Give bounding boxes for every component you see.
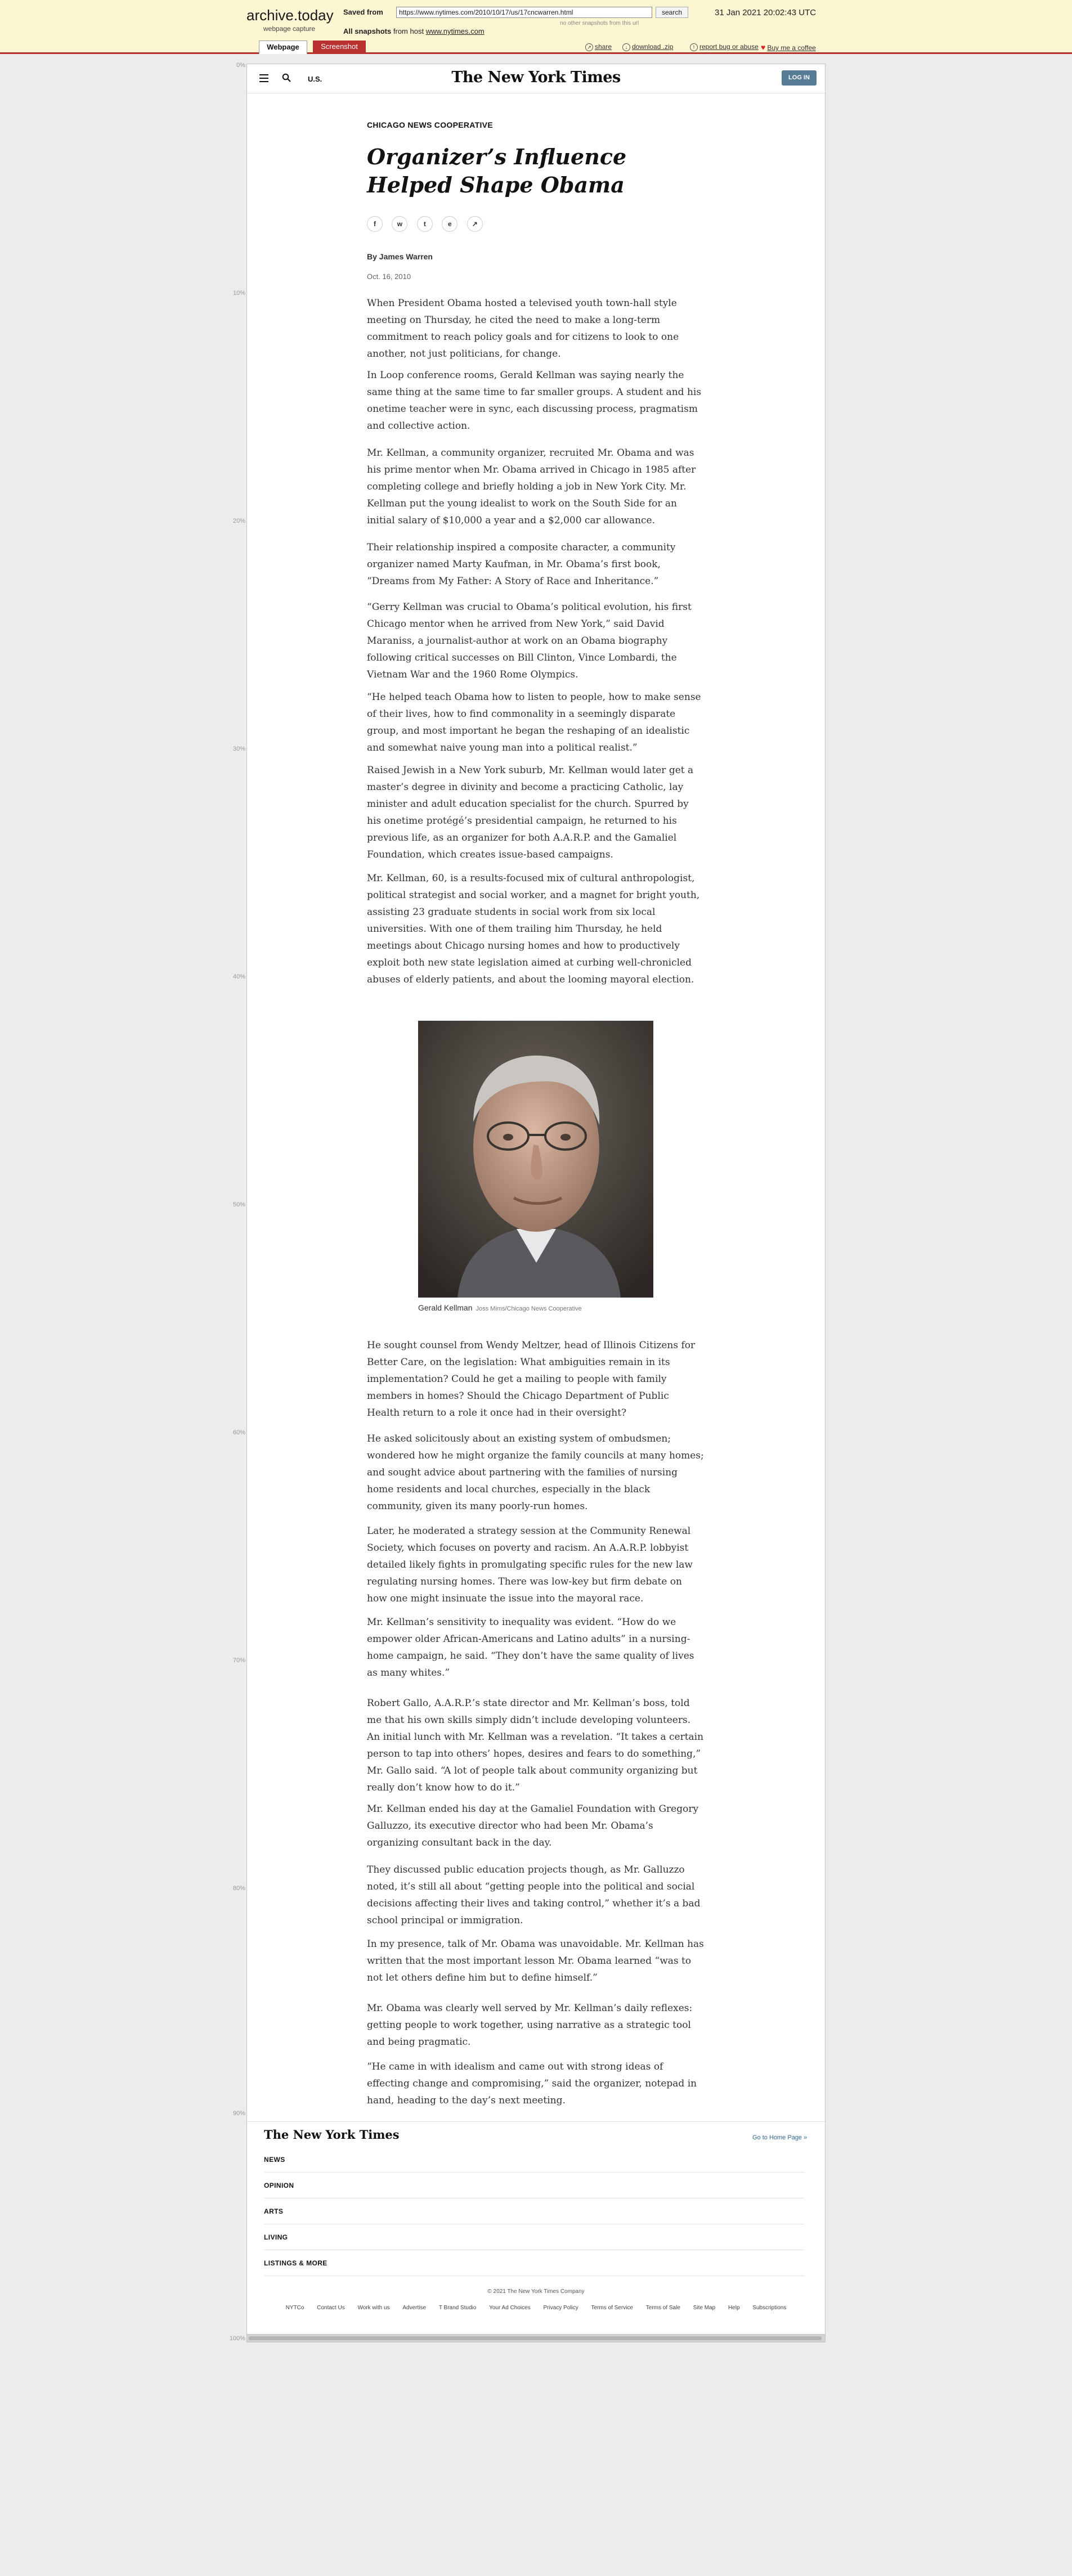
photo-caption-text: Gerald Kellman xyxy=(418,1303,473,1312)
twitter-share-icon[interactable]: t xyxy=(417,216,433,232)
ruler-mark-100: 100% xyxy=(229,2335,245,2342)
ruler-mark-30: 30% xyxy=(232,746,245,752)
article-paragraph: “He came in with idealism and came out with strong ideas of effecting change and compromising,” said the organizer, notepad in hand, heading to the day’s next meeting. xyxy=(367,2061,697,2106)
copyright-notice: © 2021 The New York Times Company xyxy=(487,2288,585,2295)
article-paragraph: “Gerry Kellman was crucial to Obama’s political evolution, his first Chicago mentor when he arrived from New York,” said David Maraniss, a journalist-author at work on an Obama biography following critical successes on Bill Clinton, Vince Lombardi, the Vietnam War and the 1960 Rome Olympics. xyxy=(367,602,692,680)
no-other-snapshots-note: no other snapshots from this url xyxy=(560,20,639,26)
portrait-image xyxy=(418,1021,653,1298)
search-button[interactable]: search xyxy=(656,7,688,18)
ruler-mark-50: 50% xyxy=(232,1201,245,1208)
footer-link-site-map[interactable]: Site Map xyxy=(693,2305,716,2311)
scrollbar-thumb[interactable] xyxy=(249,2336,822,2340)
nyt-header xyxy=(247,64,825,93)
ruler-mark-0: 0% xyxy=(236,62,245,69)
article-paragraph: In Loop conference rooms, Gerald Kellman was saying nearly the same thing at the same time to far smaller groups. A student and his onetime teacher were in sync, each discussing process, pragmatism and collective action. xyxy=(367,370,702,432)
ruler-mark-90: 90% xyxy=(232,2110,245,2117)
article-paragraph: Mr. Obama was clearly well served by Mr. Kellman’s daily reflexes: getting people to work together, using narrative as a strategic tool and being pragmatic. xyxy=(367,2003,693,2048)
more-share-icon[interactable]: ↗ xyxy=(467,216,483,232)
article-paragraph: Their relationship inspired a composite character, a community organizer named Marty Kaufman, in Mr. Obama’s first book, “Dreams from My Father: A Story of Race and Inheritance.” xyxy=(367,542,676,587)
article-byline[interactable]: By James Warren xyxy=(367,252,433,261)
photo-credit: Joss Mims/Chicago News Cooperative xyxy=(476,1305,582,1312)
archive-header-bar xyxy=(0,0,1072,54)
article-paragraph: Mr. Kellman’s sensitivity to inequality was evident. “How do we empower older African-Americans and Latino adults” in a nursing-home campaign, he said. “They don’t have the same quality of lives as many whites.” xyxy=(367,1617,694,1679)
download-icon: ↓ xyxy=(622,43,630,51)
tab-screenshot[interactable]: Screenshot xyxy=(313,41,366,53)
footer-nyt-logo[interactable]: The New York Times xyxy=(264,2128,400,2142)
ruler-mark-10: 10% xyxy=(232,290,245,297)
footer-link-work-with-us[interactable]: Work with us xyxy=(357,2305,390,2311)
article-paragraph: When President Obama hosted a televised youth town-hall style meeting on Thursday, he cited the need to make a long-term commitment to reach policy goals and for citizens to look to one another, not just politicians, for change. xyxy=(367,298,679,360)
login-button[interactable]: LOG IN xyxy=(782,70,817,86)
download-zip-label: download .zip xyxy=(632,43,674,51)
go-to-home-page-link[interactable]: Go to Home Page » xyxy=(752,2134,808,2141)
ruler-mark-20: 20% xyxy=(232,518,245,524)
article-paragraph: Mr. Kellman, a community organizer, recruited Mr. Obama and was his prime mentor when Mr. Obama arrived in Chicago in 1985 after completing college and briefly holding a job in New York City. Mr. Kellman put the young idealist to work on the South Side for an initial salary of $10,000 a year and a $2,000 car allowance. xyxy=(367,447,696,526)
share-icon: ↗ xyxy=(585,43,593,51)
buy-coffee-label: Buy me a coffee xyxy=(767,44,816,52)
section-link-us[interactable]: U.S. xyxy=(308,75,322,83)
footer-section-news[interactable]: NEWS xyxy=(264,2147,804,2173)
footer-links xyxy=(247,2305,825,2311)
footer-section-opinion[interactable]: OPINION xyxy=(264,2173,804,2198)
tab-webpage[interactable]: Webpage xyxy=(259,41,307,54)
capture-date: 31 Jan 2021 20:02:43 UTC xyxy=(715,8,817,17)
saved-url-input[interactable]: https://www.nytimes.com/2010/10/17/us/17cncwarren.html xyxy=(396,7,652,18)
share-tools xyxy=(367,216,490,233)
ruler-mark-40: 40% xyxy=(232,973,245,980)
article-paragraph: He sought counsel from Wendy Meltzer, head of Illinois Citizens for Better Care, on the legislation: What ambiguities remain in its implementation? Could he get a mailing to people with family members in homes? Should the Chicago Department of Public Health return to a role it once had in their oversight? xyxy=(367,1340,696,1419)
footer-link-tbrand[interactable]: T Brand Studio xyxy=(438,2305,477,2311)
footer-link-nytco[interactable]: NYTCo xyxy=(285,2305,304,2311)
nyt-masthead-logo[interactable]: The New York Times xyxy=(451,69,621,86)
article-paragraph: They discussed public education projects though, as Mr. Galluzzo noted, it’s still all about “getting people into the political and social decisions affecting their lives and taking control,” whether it’s a bad school principal or immigration. xyxy=(367,1864,701,1926)
article-paragraph: He asked solicitously about an existing system of ombudsmen; wondered how he might organize the family councils at many homes; and sought advice about partnering with the families of nursing home residents and local churches, especially in the black community, given its many poorly-run homes. xyxy=(367,1433,704,1512)
buy-coffee-action[interactable] xyxy=(761,43,816,52)
footer-link-terms-sale[interactable]: Terms of Sale xyxy=(645,2305,680,2311)
report-bug-label: report bug or abuse xyxy=(699,43,759,51)
facebook-share-icon[interactable]: f xyxy=(367,216,383,232)
email-share-icon[interactable]: e xyxy=(442,216,457,232)
ruler-mark-80: 80% xyxy=(232,1885,245,1892)
article-paragraph: Later, he moderated a strategy session at the Community Renewal Society, which focuses on poverty and racism. An A.A.R.P. lobbyist detailed likely fights in promulgating specific rules for the new law regulating nursing homes. There was low-key but firm debate on how one might insinuate the issue into the mayoral race. xyxy=(367,1525,693,1604)
all-snapshots-host-link[interactable]: www.nytimes.com xyxy=(425,27,485,35)
footer-link-help[interactable]: Help xyxy=(728,2305,740,2311)
heart-icon: ♥ xyxy=(761,43,766,52)
article-paragraph: Mr. Kellman, 60, is a results-focused mix of cultural anthropologist, political strategist and social worker, and a magnet for bright youth, assisting 23 graduate students in social work from six local universities. With one of them trailing him Thursday, he held meetings about Chicago nursing homes and how to productively exploit both new state legislation aimed at curbing well-chronicled abuses of elderly patients, and about the looming mayoral election. xyxy=(367,873,700,985)
article-paragraph: “He helped teach Obama how to listen to people, how to make sense of their lives, how to find commonality in a seemingly disparate group, and most important he began the reshaping of an idealistic and somewhat naive young man into a political realist.” xyxy=(367,692,701,753)
warning-icon: ! xyxy=(690,43,698,51)
report-bug-action[interactable] xyxy=(690,43,759,51)
ruler-mark-70: 70% xyxy=(232,1657,245,1664)
footer-link-privacy[interactable]: Privacy Policy xyxy=(543,2305,578,2311)
footer-section-living[interactable]: LIVING xyxy=(264,2224,804,2250)
footer-section-arts[interactable]: ARTS xyxy=(264,2198,804,2224)
download-zip-action[interactable] xyxy=(622,43,673,51)
article-paragraph: Raised Jewish in a New York suburb, Mr. Kellman would later get a master’s degree in divinity and become a practicing Catholic, lay minister and adult education specialist for the church. Spurred by his onetime protégé’s presidential campaign, he returned to his previous life, as an organizer for both A.A.R.P. and the Gamaliel Foundation, which creates issue-based campaigns. xyxy=(367,765,694,860)
article-photo-gerald-kellman xyxy=(418,1021,653,1298)
footer-link-ad-choices[interactable]: Your Ad Choices xyxy=(489,2305,531,2311)
article-paragraph: Robert Gallo, A.A.R.P.’s state director and Mr. Kellman’s boss, told me that his own skills simply didn’t include developing volunteers. An initial lunch with Mr. Kellman was a revelation. “It takes a certain person to tap into others’ hopes, desires and fears to do something,” Mr. Gallo said. “A lot of people talk about community organizing but really don’t know how to do it.” xyxy=(367,1698,704,1793)
footer-section-listings[interactable]: LISTINGS & MORE xyxy=(264,2250,804,2276)
article-paragraph: Mr. Kellman ended his day at the Gamaliel Foundation with Gregory Galluzzo, its executive director who had been Mr. Obama’s organizing consultant back in the day. xyxy=(367,1803,699,1848)
whatsapp-share-icon[interactable]: w xyxy=(392,216,407,232)
footer-link-terms-service[interactable]: Terms of Service xyxy=(591,2305,633,2311)
article-kicker[interactable]: CHICAGO NEWS COOPERATIVE xyxy=(367,120,493,129)
ruler-mark-60: 60% xyxy=(232,1429,245,1436)
footer-link-advertise[interactable]: Advertise xyxy=(402,2305,427,2311)
all-snapshots-line xyxy=(343,27,485,35)
captured-page-frame xyxy=(246,64,826,2342)
share-action-label: share xyxy=(595,43,612,51)
footer-link-subscriptions[interactable]: Subscriptions xyxy=(752,2305,787,2311)
nyt-footer xyxy=(247,2121,825,2342)
saved-from-label: Saved from xyxy=(343,8,383,16)
photo-caption xyxy=(418,1303,699,1312)
archive-logo-subtitle: webpage capture xyxy=(263,25,316,33)
all-snapshots-from: from host xyxy=(393,27,424,35)
all-snapshots-label: All snapshots xyxy=(343,27,392,35)
share-action[interactable] xyxy=(585,43,612,51)
article-paragraph: In my presence, talk of Mr. Obama was unavoidable. Mr. Kellman has written that the most important lesson Mr. Obama learned “was to not let others define him but to define himself.” xyxy=(367,1938,704,1983)
article-headline: Organizer’s Influence Helped Shape Obama xyxy=(367,144,627,198)
horizontal-scrollbar[interactable] xyxy=(247,2334,825,2342)
footer-link-contact[interactable]: Contact Us xyxy=(317,2305,345,2311)
article-date: Oct. 16, 2010 xyxy=(367,272,411,281)
archive-logo[interactable]: archive.today xyxy=(246,7,334,24)
